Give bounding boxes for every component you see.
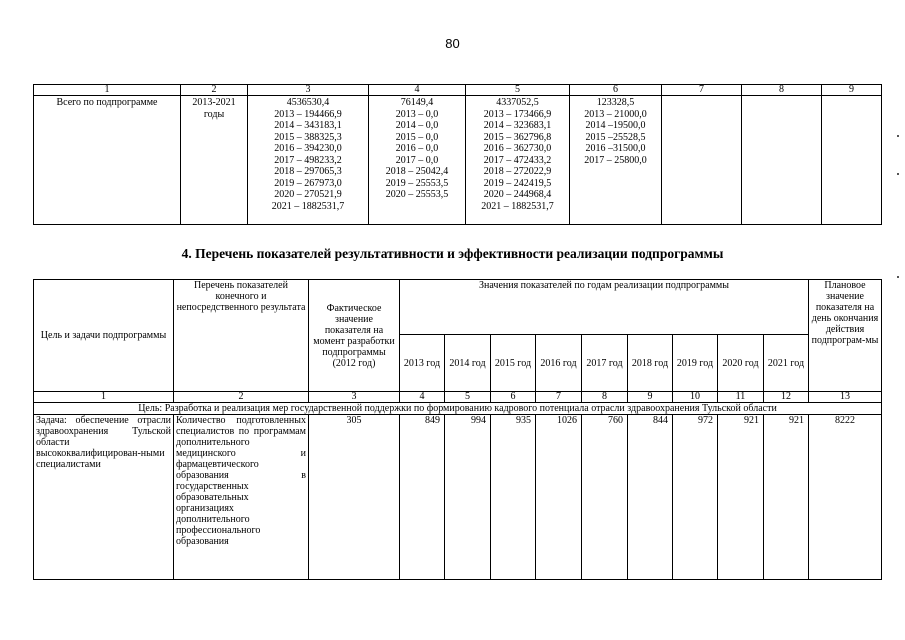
column-number: 4 <box>400 392 445 403</box>
budget-header-row <box>34 85 882 96</box>
column-number: 1 <box>34 392 174 403</box>
header-year: 2018 год <box>628 335 673 392</box>
goal-row <box>34 403 882 415</box>
budget-col8-values <box>742 96 822 225</box>
column-number: 8 <box>582 392 628 403</box>
budget-value-line: 2017 – 472433,2 <box>483 154 552 166</box>
budget-value-line: 2019 – 242419,5 <box>483 177 552 189</box>
column-number: 10 <box>673 392 718 403</box>
budget-value-line: 2016 –31500,0 <box>585 143 646 154</box>
budget-value-line: 2015 – 388325,3 <box>274 131 342 143</box>
budget-value-line: 2020 – 270521,9 <box>274 189 342 200</box>
budget-value-line: 2016 – 362730,0 <box>483 143 552 154</box>
header-year: 2016 год <box>536 335 582 392</box>
indicators-header-row <box>34 280 882 335</box>
header-year: 2020 год <box>718 335 764 392</box>
header-actual-value: Фактическое значение показателя на момент разработки подпрограммы (2012 год) <box>309 280 400 392</box>
budget-value-line: 2021 – 1882531,7 <box>481 200 554 212</box>
page-number: 80 <box>445 36 460 51</box>
budget-value-line: 2016 – 0,0 <box>395 143 439 154</box>
actual-2012-value: 305 <box>309 415 400 580</box>
header-year: 2017 год <box>582 335 628 392</box>
column-number-row <box>34 392 882 403</box>
budget-table <box>33 84 882 225</box>
budget-col-number: 3 <box>248 85 369 96</box>
scan-speck <box>897 135 899 137</box>
column-number: 5 <box>445 392 491 403</box>
planned-value: 8222 <box>809 415 882 580</box>
budget-value-line: 123328,5 <box>596 97 635 108</box>
budget-value-line: 2013 – 0,0 <box>395 108 439 120</box>
budget-col-number: 4 <box>369 85 466 96</box>
budget-value-line: 2013 – 173466,9 <box>483 108 552 120</box>
budget-value-line: 2013 – 21000,0 <box>584 108 647 120</box>
column-number: 6 <box>491 392 536 403</box>
budget-col-number: 1 <box>34 85 181 96</box>
year-value: 994 <box>445 415 491 580</box>
column-number: 12 <box>764 392 809 403</box>
year-value: 935 <box>491 415 536 580</box>
header-planned-value: Плановое значение показателя на день окончания действия подпрограм-мы <box>809 280 882 392</box>
column-number: 2 <box>174 392 309 403</box>
budget-value-line: 2014 – 323683,1 <box>483 120 552 131</box>
scan-speck <box>897 173 899 175</box>
budget-value-line: 2014 – 343183,1 <box>274 120 342 131</box>
column-number: 3 <box>309 392 400 403</box>
budget-value-line: 2019 – 25553,5 <box>385 177 449 189</box>
budget-value-line: 2018 – 272022,9 <box>483 166 552 177</box>
budget-value-line: 2013 – 194466,9 <box>274 108 342 120</box>
year-value: 844 <box>628 415 673 580</box>
budget-value-line: 2017 – 25800,0 <box>584 154 647 166</box>
year-value: 849 <box>400 415 445 580</box>
budget-value-line: 2017 – 498233,2 <box>274 154 342 166</box>
budget-col4-values <box>369 96 466 225</box>
budget-value-line: 4536530,4 <box>286 97 330 108</box>
goal-text: Цель: Разработка и реализация мер государственной поддержки по формированию кадрового потенциала отрасли здравоохранения Тульской области <box>34 403 882 415</box>
header-year: 2021 год <box>764 335 809 392</box>
year-value: 921 <box>718 415 764 580</box>
scan-speck <box>897 276 899 278</box>
budget-col-number: 5 <box>466 85 570 96</box>
column-number: 9 <box>628 392 673 403</box>
header-goals: Цель и задачи подпрограммы <box>34 280 174 392</box>
header-year: 2013 год <box>400 335 445 392</box>
budget-period-line: годы <box>203 108 225 120</box>
header-year: 2015 год <box>491 335 536 392</box>
indicator-data-row <box>34 415 882 580</box>
budget-value-line: 2018 – 297065,3 <box>274 166 342 177</box>
header-year: 2014 год <box>445 335 491 392</box>
header-years-group: Значения показателей по годам реализации подпрограммы <box>400 280 809 335</box>
budget-col6-values <box>570 96 662 225</box>
budget-value-line: 2020 – 244968,4 <box>483 189 552 200</box>
year-value: 972 <box>673 415 718 580</box>
task-cell: Задача: обеспечение отрасли здравоохранения Тульской области высококвалифицирован-ными специалистами <box>34 415 174 580</box>
budget-period-line: 2013-2021 <box>192 97 236 108</box>
budget-value-line: 2015 –25528,5 <box>585 131 646 143</box>
budget-value-line: 2020 – 25553,5 <box>385 189 449 200</box>
budget-value-line: 2017 – 0,0 <box>395 154 439 166</box>
header-year: 2019 год <box>673 335 718 392</box>
budget-col-number: 2 <box>181 85 248 96</box>
budget-col-number: 8 <box>742 85 822 96</box>
budget-period <box>181 96 248 225</box>
budget-col-number: 9 <box>822 85 882 96</box>
budget-value-line: 76149,4 <box>400 97 434 108</box>
budget-value-line: 2015 – 362796,8 <box>483 131 552 143</box>
budget-value-line: 2015 – 0,0 <box>395 131 439 143</box>
budget-col-number: 7 <box>662 85 742 96</box>
budget-value-line: 2014 –19500,0 <box>585 120 646 131</box>
budget-col9-values <box>822 96 882 225</box>
year-value: 921 <box>764 415 809 580</box>
budget-value-line: 2021 – 1882531,7 <box>271 200 345 212</box>
indicators-table <box>33 279 882 580</box>
budget-value-line: 2019 – 267973,0 <box>274 177 342 189</box>
budget-value-line: 4337052,5 <box>496 97 539 108</box>
budget-total-row <box>34 96 882 225</box>
budget-value-line: 2016 – 394230,0 <box>274 143 342 154</box>
column-number: 11 <box>718 392 764 403</box>
budget-value-line: 2018 – 25042,4 <box>385 166 449 177</box>
header-indicators: Перечень показателей конечного и непосредственного результата <box>174 280 309 392</box>
column-number: 13 <box>809 392 882 403</box>
budget-col7-values <box>662 96 742 225</box>
indicator-cell: Количество подготовленных специалистов по программам дополнительного медицинского и фармацевтического образования в государственных образовательных организациях дополнительного профессионального образования <box>174 415 309 580</box>
budget-col3-values <box>248 96 369 225</box>
budget-row-label: Всего по подпрограмме <box>34 96 181 225</box>
budget-value-line: 2014 – 0,0 <box>395 120 439 131</box>
year-value: 1026 <box>536 415 582 580</box>
budget-col-number: 6 <box>570 85 662 96</box>
year-value: 760 <box>582 415 628 580</box>
budget-col5-values <box>466 96 570 225</box>
section-title: 4. Перечень показателей результативности и эффективности реализации подпрограммы <box>181 246 724 261</box>
column-number: 7 <box>536 392 582 403</box>
